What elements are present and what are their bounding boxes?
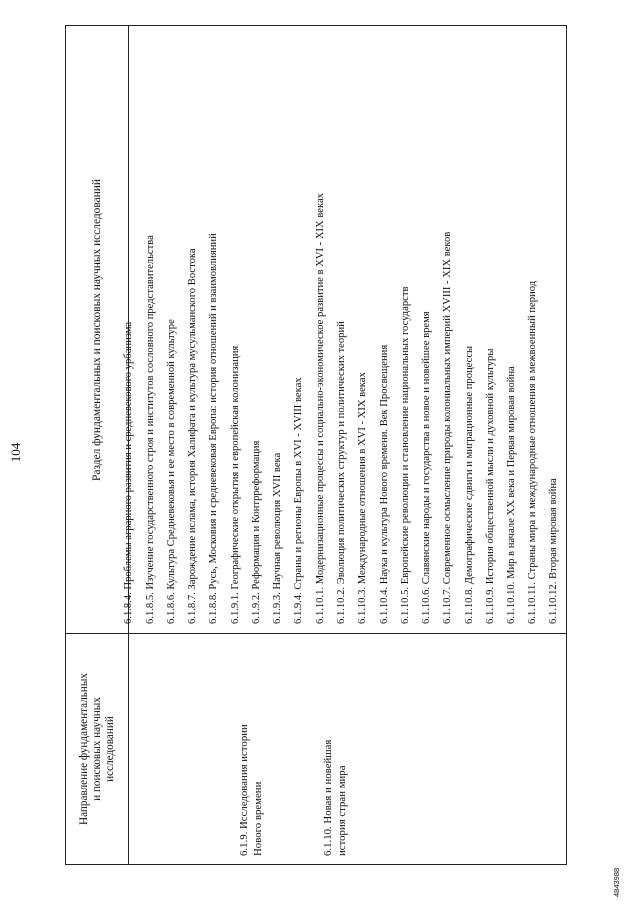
- item-6-1-10-6: 6.1.10.6. Славянские народы и государства в новое и новейшее время: [421, 311, 432, 624]
- document-id: 4843988: [612, 867, 621, 897]
- direction-6-1-10: [322, 740, 350, 856]
- item-6-1-8-5: 6.1.8.5. Изучение государственного строя и институтов сословного представительства: [145, 235, 156, 624]
- header-direction-line1: Направление фундаментальных: [77, 673, 90, 825]
- item-6-1-10-12: 6.1.10.12. Вторая мировая война: [548, 478, 559, 624]
- item-6-1-10-2: 6.1.10.2. Эволюция политических структур и политических теорий: [336, 321, 347, 624]
- direction-6-1-9-line1: 6.1.9. Исследования истории: [238, 724, 250, 856]
- item-6-1-10-1: 6.1.10.1. Модернизационные процессы и социально-экономическое развитие в XVI - XIX веках: [315, 193, 326, 624]
- header-direction-line2: и поисковых научных: [90, 697, 103, 801]
- item-6-1-10-4: 6.1.10.4. Наука и культура Нового времени. Век Просвещения: [379, 344, 390, 624]
- item-6-1-9-2: 6.1.9.2. Реформация и Контрреформация: [251, 440, 262, 624]
- direction-6-1-10-line2: история стран мира: [335, 765, 348, 856]
- item-6-1-10-7: 6.1.10.7. Современное осмысление природы колониальных империй XVIII - XIX веков: [442, 231, 453, 624]
- direction-6-1-9-line2: Нового времени: [251, 781, 264, 856]
- item-6-1-9-1: 6.1.9.1. Географические открытия и европейская колонизация: [230, 345, 241, 624]
- item-6-1-8-8: 6.1.8.8. Русь, Московия и средневековая Европа: история отношений и взаимовлияний: [208, 233, 219, 624]
- research-table: [65, 25, 567, 865]
- item-6-1-10-11: 6.1.10.11. Страны мира и международные отношения в межвоенный период: [527, 280, 538, 624]
- item-6-1-8-7: 6.1.8.7. Зарождение ислама, история Халифата и культура мусульманского Востока: [187, 248, 198, 624]
- direction-6-1-9: [238, 724, 266, 856]
- item-6-1-10-9: 6.1.10.9. История общественной мысли и духовной культуры: [485, 348, 496, 624]
- column-divider: [66, 633, 566, 634]
- item-6-1-10-3: 6.1.10.3. Международные отношения в XVI - XIX веках: [357, 372, 368, 624]
- item-6-1-8-4: 6.1.8.4. Проблемы аграрного развития и средневекового урбанизма: [123, 321, 134, 624]
- header-direction-line3: исследований: [103, 716, 116, 782]
- header-section: Раздел фундаментальных и поисковых научных исследований: [91, 179, 103, 481]
- item-6-1-10-8: 6.1.10.8. Демографические сдвиги и миграционные процессы: [464, 345, 475, 624]
- page-number: 104: [8, 442, 23, 463]
- item-6-1-8-6: 6.1.8.6. Культура Средневековья и ее место в современной культуре: [166, 319, 177, 624]
- item-6-1-10-5: 6.1.10.5. Европейские революции и становление национальных государств: [400, 286, 411, 624]
- item-6-1-9-4: 6.1.9.4. Страны и регионы Европы в XVI - XVIII веках: [293, 377, 304, 624]
- direction-6-1-10-line1: 6.1.10. Новая и новейшая: [322, 739, 334, 856]
- item-6-1-9-3: 6.1.9.3. Научная революция XVII века: [272, 452, 283, 624]
- item-6-1-10-10: 6.1.10.10. Мир в начале XX века и Первая мировая война: [506, 366, 517, 624]
- header-direction: [67, 634, 127, 864]
